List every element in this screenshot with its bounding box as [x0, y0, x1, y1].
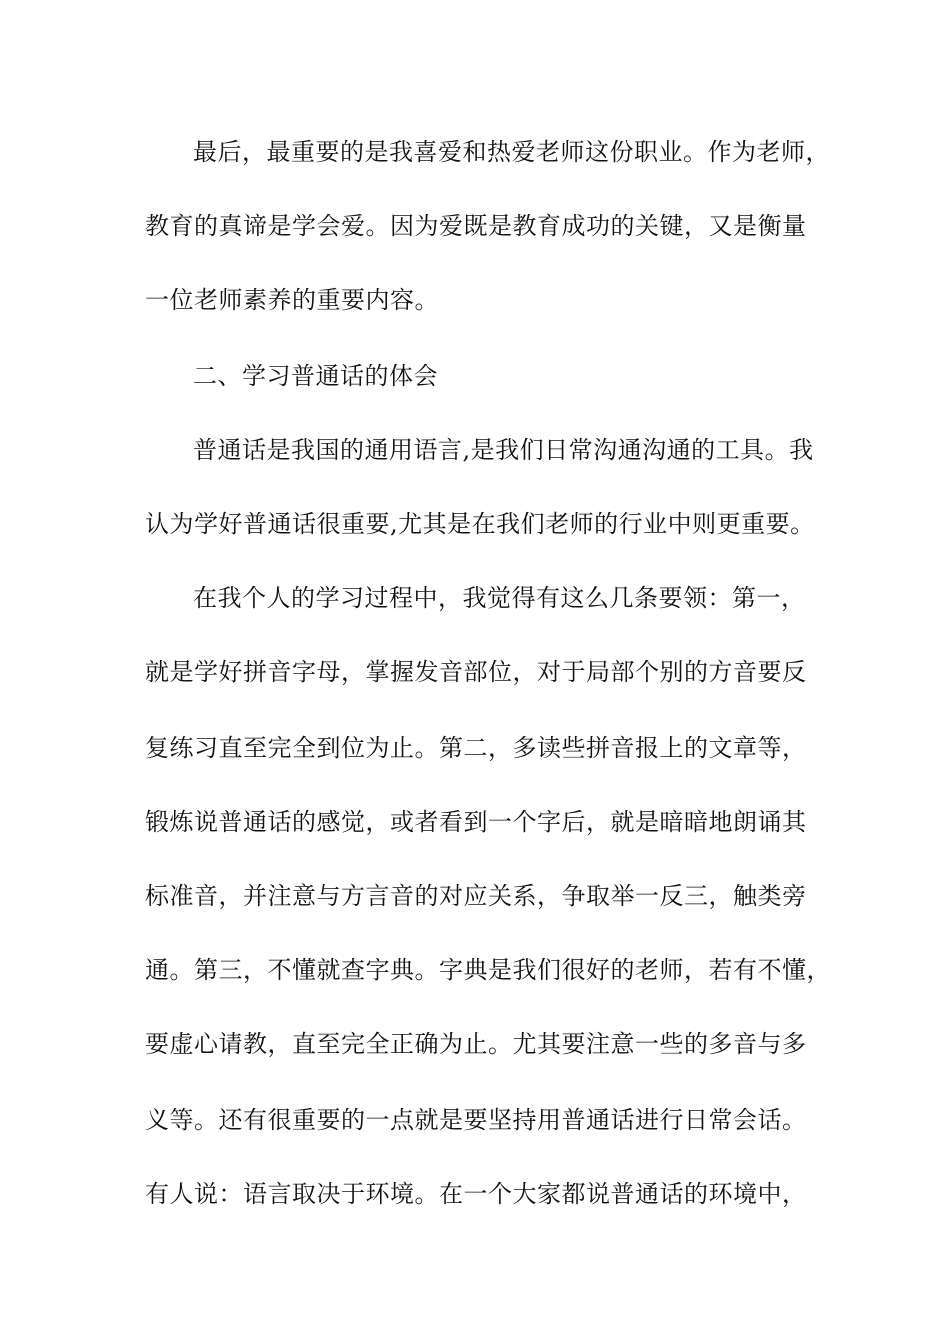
paragraph-line: 就是学好拼音字母，掌握发音部位，对于局部个别的方音要反: [145, 658, 807, 686]
paragraph-line: 教育的真谛是学会爱。因为爱既是教育成功的关键，又是衡量: [145, 212, 807, 240]
paragraph-line: 要虚心请教，直至完全正确为止。尤其要注意一些的多音与多: [145, 1030, 807, 1058]
paragraph-line: 一位老师素养的重要内容。: [145, 286, 439, 314]
paragraph-line: 标准音，并注意与方言音的对应关系，争取举一反三，触类旁: [145, 882, 807, 910]
paragraph-line: 在我个人的学习过程中，我觉得有这么几条要领：第一，: [193, 584, 806, 612]
paragraph-line: 有人说：语言取决于环境。在一个大家都说普通话的环境中，: [145, 1180, 807, 1208]
paragraph-line: 普通话是我国的通用语言,是我们日常沟通沟通的工具。我: [193, 436, 814, 464]
paragraph-line: 通。第三，不懂就查字典。字典是我们很好的老师，若有不懂，: [145, 956, 831, 984]
paragraph-line: 锻炼说普通话的感觉，或者看到一个字后，就是暗暗地朗诵其: [145, 808, 807, 836]
section-heading: 二、学习普通话的体会: [193, 362, 438, 390]
paragraph-line: 认为学好普通话很重要,尤其是在我们老师的行业中则更重要。: [145, 510, 815, 538]
paragraph-line: 最后，最重要的是我喜爱和热爱老师这份职业。作为老师，: [193, 138, 830, 166]
paragraph-line: 义等。还有很重要的一点就是要坚持用普通话进行日常会话。: [145, 1106, 807, 1134]
paragraph-line: 复练习直至完全到位为止。第二，多读些拼音报上的文章等，: [145, 734, 807, 762]
